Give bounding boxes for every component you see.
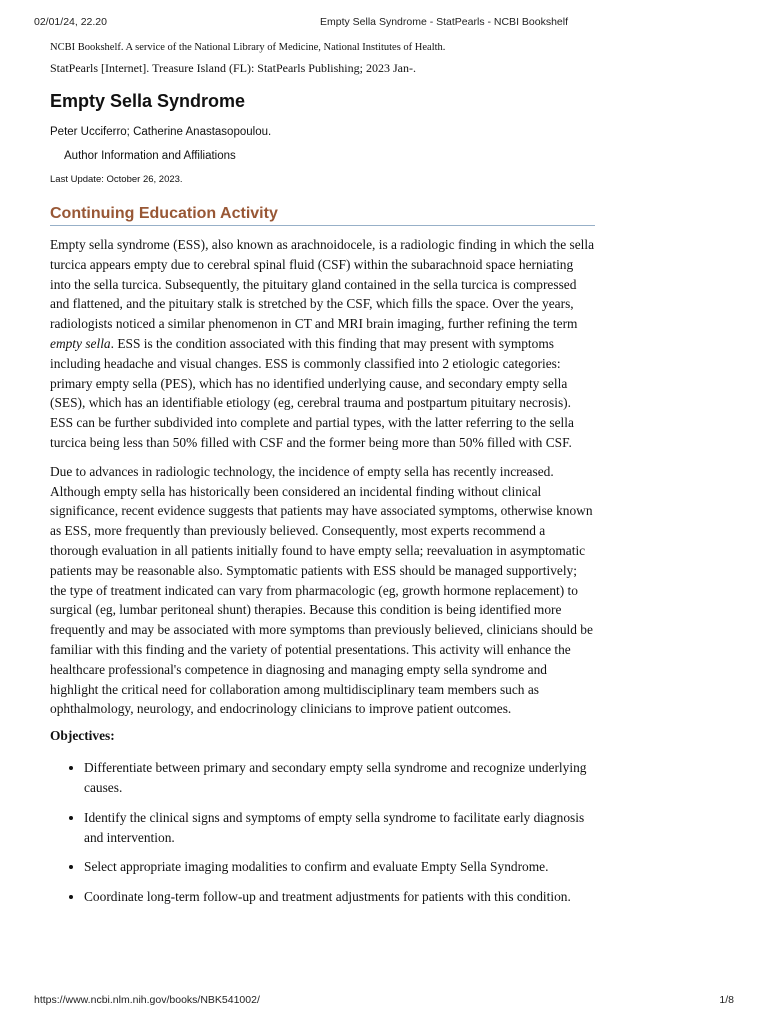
paragraph-1-part-1: Empty sella syndrome (ESS), also known as arachnoidocele, is a radiologic finding in which the sella turcica appears empty due to cerebral spinal fluid (CSF) within the subarachnoid space herniating into the sella turcica. Subsequently, the pituitary gland contained in the sella turcica is compressed and flattened, and the pituitary stalk is stretched by the CSF, which fills the space. Over the years, radiologists noticed a similar phenomenon in CT and MRI brain imaging, further refining the term bbox=[50, 237, 595, 332]
objectives-list bbox=[50, 758, 595, 907]
page-url: https://www.ncbi.nlm.nih.gov/books/NBK541002/ bbox=[34, 994, 260, 1006]
print-header bbox=[34, 16, 734, 32]
bookshelf-notice: NCBI Bookshelf. A service of the National Library of Medicine, National Institutes of Health. bbox=[50, 42, 446, 53]
article-content bbox=[50, 42, 595, 917]
paragraph-1-italic-term: empty sella bbox=[50, 335, 111, 351]
paragraph-2: Due to advances in radiologic technology, the incidence of empty sella has recently increased. Although empty sella has historically been considered an incidental finding without clinical significance, recent evidence suggests that patients may have associated symptoms, otherwise known as ESS, more frequently than previously believed. Consequently, most experts recommend a thorough evaluation in all patients initially found to have empty sella; reevaluation in asymptomatic patients may be reasonable also. Symptomatic patients with ESS should be managed supportively; the type of treatment indicated can vary from pharmacologic (eg, growth hormone replacement) to surgical (eg, lumbar peritoneal shunt) therapies. Because this condition is being identified more frequently and may be associated with more symptoms than previously believed, clinicians should be familiar with this finding and the variety of potential presentations. This activity will enhance the healthcare professional's competence in diagnosing and managing empty sella syndrome and highlight the critical need for collaboration among multidisciplinary team members such as ophthalmology, neurology, and endocrinology clinicians to improve patient outcomes. bbox=[50, 463, 593, 717]
paragraph-1 bbox=[50, 235, 595, 453]
page-number: 1/8 bbox=[719, 994, 734, 1006]
section-heading: Continuing Education Activity bbox=[50, 205, 595, 226]
article-title: Empty Sella Syndrome bbox=[50, 91, 246, 111]
paragraph-1-part-2: . ESS is the condition associated with this finding that may present with symptoms including headache and visual changes. ESS is commonly classified into 2 etiologic categories: primary empty sella (PES), which has no identified underlying cause, and secondary empty sella (SES), which has an identifiable etiology (eg, cerebral trauma and postpartum pituitary necrosis). ESS can be further subdivided into complete and partial types, with the latter referring to the sella turcica being less than 50% filled with CSF and the former being more than 50% filled with CSF. bbox=[50, 335, 574, 450]
objective-item: • Select appropriate imaging modalities to confirm and evaluate Empty Sella Syndrome. bbox=[84, 857, 595, 877]
citation: StatPearls [Internet]. Treasure Island (FL): StatPearls Publishing; 2023 Jan-. bbox=[50, 61, 416, 75]
print-footer bbox=[34, 994, 734, 1008]
print-date: 02/01/24, 22.20 bbox=[34, 16, 107, 28]
authors: Peter Ucciferro; Catherine Anastasopoulou. bbox=[50, 126, 272, 138]
objective-item: • Differentiate between primary and secondary empty sella syndrome and recognize underlying causes. bbox=[84, 758, 595, 798]
last-update: Last Update: October 26, 2023. bbox=[50, 174, 183, 185]
author-affiliations-link[interactable]: Author Information and Affiliations bbox=[64, 150, 236, 162]
objective-item: • Identify the clinical signs and symptoms of empty sella syndrome to facilitate early diagnosis and intervention. bbox=[84, 808, 595, 848]
objective-item: • Coordinate long-term follow-up and treatment adjustments for patients with this condition. bbox=[84, 887, 595, 907]
objectives-label: Objectives: bbox=[50, 728, 115, 744]
print-document-title: Empty Sella Syndrome - StatPearls - NCBI Bookshelf bbox=[320, 16, 569, 28]
